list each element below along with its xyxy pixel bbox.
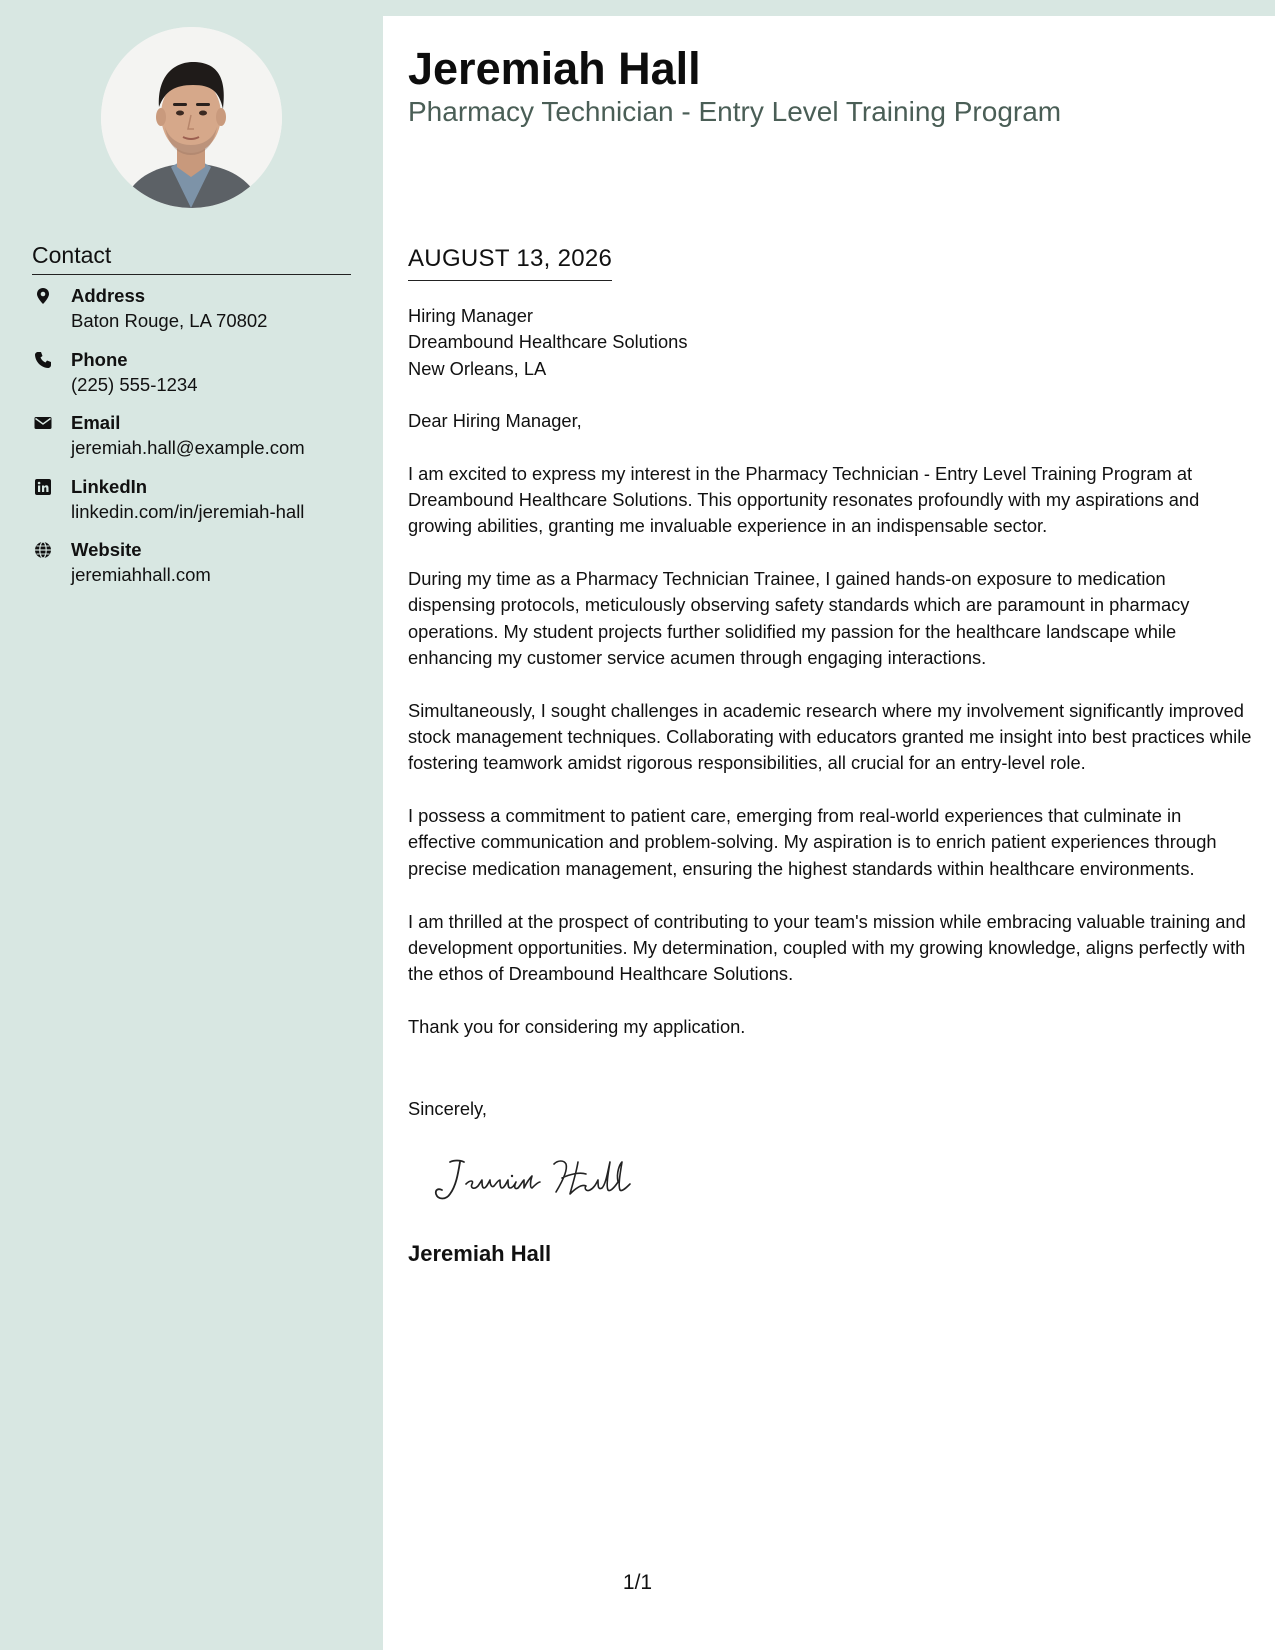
- letter-paragraph: I possess a commitment to patient care, emerging from real-world experiences that culminate in effective communication and problem-solving. My aspiration is to enrich patient experiences through precise medication management, ensuring the highest standards within healthcare environments.: [408, 805, 1217, 879]
- contact-value-website: jeremiahhall.com: [71, 564, 211, 585]
- map-pin-icon: [34, 287, 52, 305]
- page-number: 1/1: [622, 1571, 653, 1594]
- signoff-name: Jeremiah Hall: [408, 1241, 552, 1266]
- recipient-line: Hiring Manager: [408, 305, 533, 326]
- closing: Sincerely,: [408, 1098, 487, 1119]
- contact-heading: Contact: [32, 240, 351, 275]
- envelope-icon: [34, 414, 52, 432]
- contact-item-phone: [32, 348, 362, 412]
- contact-item-email: [32, 411, 362, 475]
- letter-paragraph: During my time as a Pharmacy Technician Trainee, I gained hands-on exposure to medication dispensing protocols, meticulously observing safety standards which are paramount in pharmacy operations. My student projects further solidified my passion for the healthcare landscape while enhancing my customer service acumen through engaging interactions.: [408, 568, 1190, 668]
- job-title: Pharmacy Technician - Entry Level Training Program: [408, 96, 1062, 127]
- letter-paragraph: I am excited to express my interest in the Pharmacy Technician - Entry Level Training Program at Dreambound Healthcare Solutions. This opportunity resonates profoundly with my aspirations and growing abilities, granting me invaluable experience in an indispensable sector.: [408, 462, 1200, 537]
- recipient-line: New Orleans, LA: [408, 357, 547, 379]
- recipient-line: Dreambound Healthcare Solutions: [408, 331, 688, 353]
- recipient-block: [408, 303, 1253, 382]
- phone-icon: [34, 351, 52, 369]
- linkedin-icon: [34, 478, 52, 496]
- contact-value-email: jeremiah.hall@example.com: [71, 437, 305, 458]
- handwritten-signature: [420, 1150, 660, 1210]
- contact-label: Email: [71, 412, 121, 433]
- contact-value-phone: (225) 555-1234: [71, 373, 198, 395]
- avatar: [101, 27, 282, 208]
- letter-paragraph: Simultaneously, I sought challenges in academic research where my involvement significantly improved stock management techniques. Collaborating with educators granted me insight into best practices while fostering teamwork amidst rigorous responsibilities, all crucial for an entry-level role.: [408, 699, 1252, 774]
- applicant-name: Jeremiah Hall: [408, 43, 701, 94]
- salutation: Dear Hiring Manager,: [408, 409, 582, 431]
- contact-item-linkedin: [32, 475, 362, 539]
- sidebar: [0, 0, 383, 1650]
- contact-label: Phone: [71, 348, 128, 370]
- globe-icon: [34, 541, 52, 559]
- contact-list: [32, 284, 362, 602]
- contact-item-address: [32, 284, 362, 348]
- contact-label: LinkedIn: [71, 475, 148, 497]
- contact-value-address: Baton Rouge, LA 70802: [71, 310, 268, 331]
- letter-body: [408, 303, 1253, 1067]
- contact-item-website: [32, 538, 362, 602]
- contact-label: Address: [71, 285, 146, 306]
- letter-paragraph: I am thrilled at the prospect of contributing to your team's mission while embracing valuable training and development opportunities. My determination, coupled with my growing knowledge, aligns perfectly with the ethos of Dreambound Healthcare Solutions.: [408, 910, 1246, 985]
- contact-label: Website: [71, 539, 142, 560]
- letter-paragraph: Thank you for considering my application.: [408, 1015, 746, 1037]
- contact-value-linkedin: linkedin.com/in/jeremiah-hall: [71, 500, 305, 522]
- letter-date: AUGUST 13, 2026: [408, 244, 612, 281]
